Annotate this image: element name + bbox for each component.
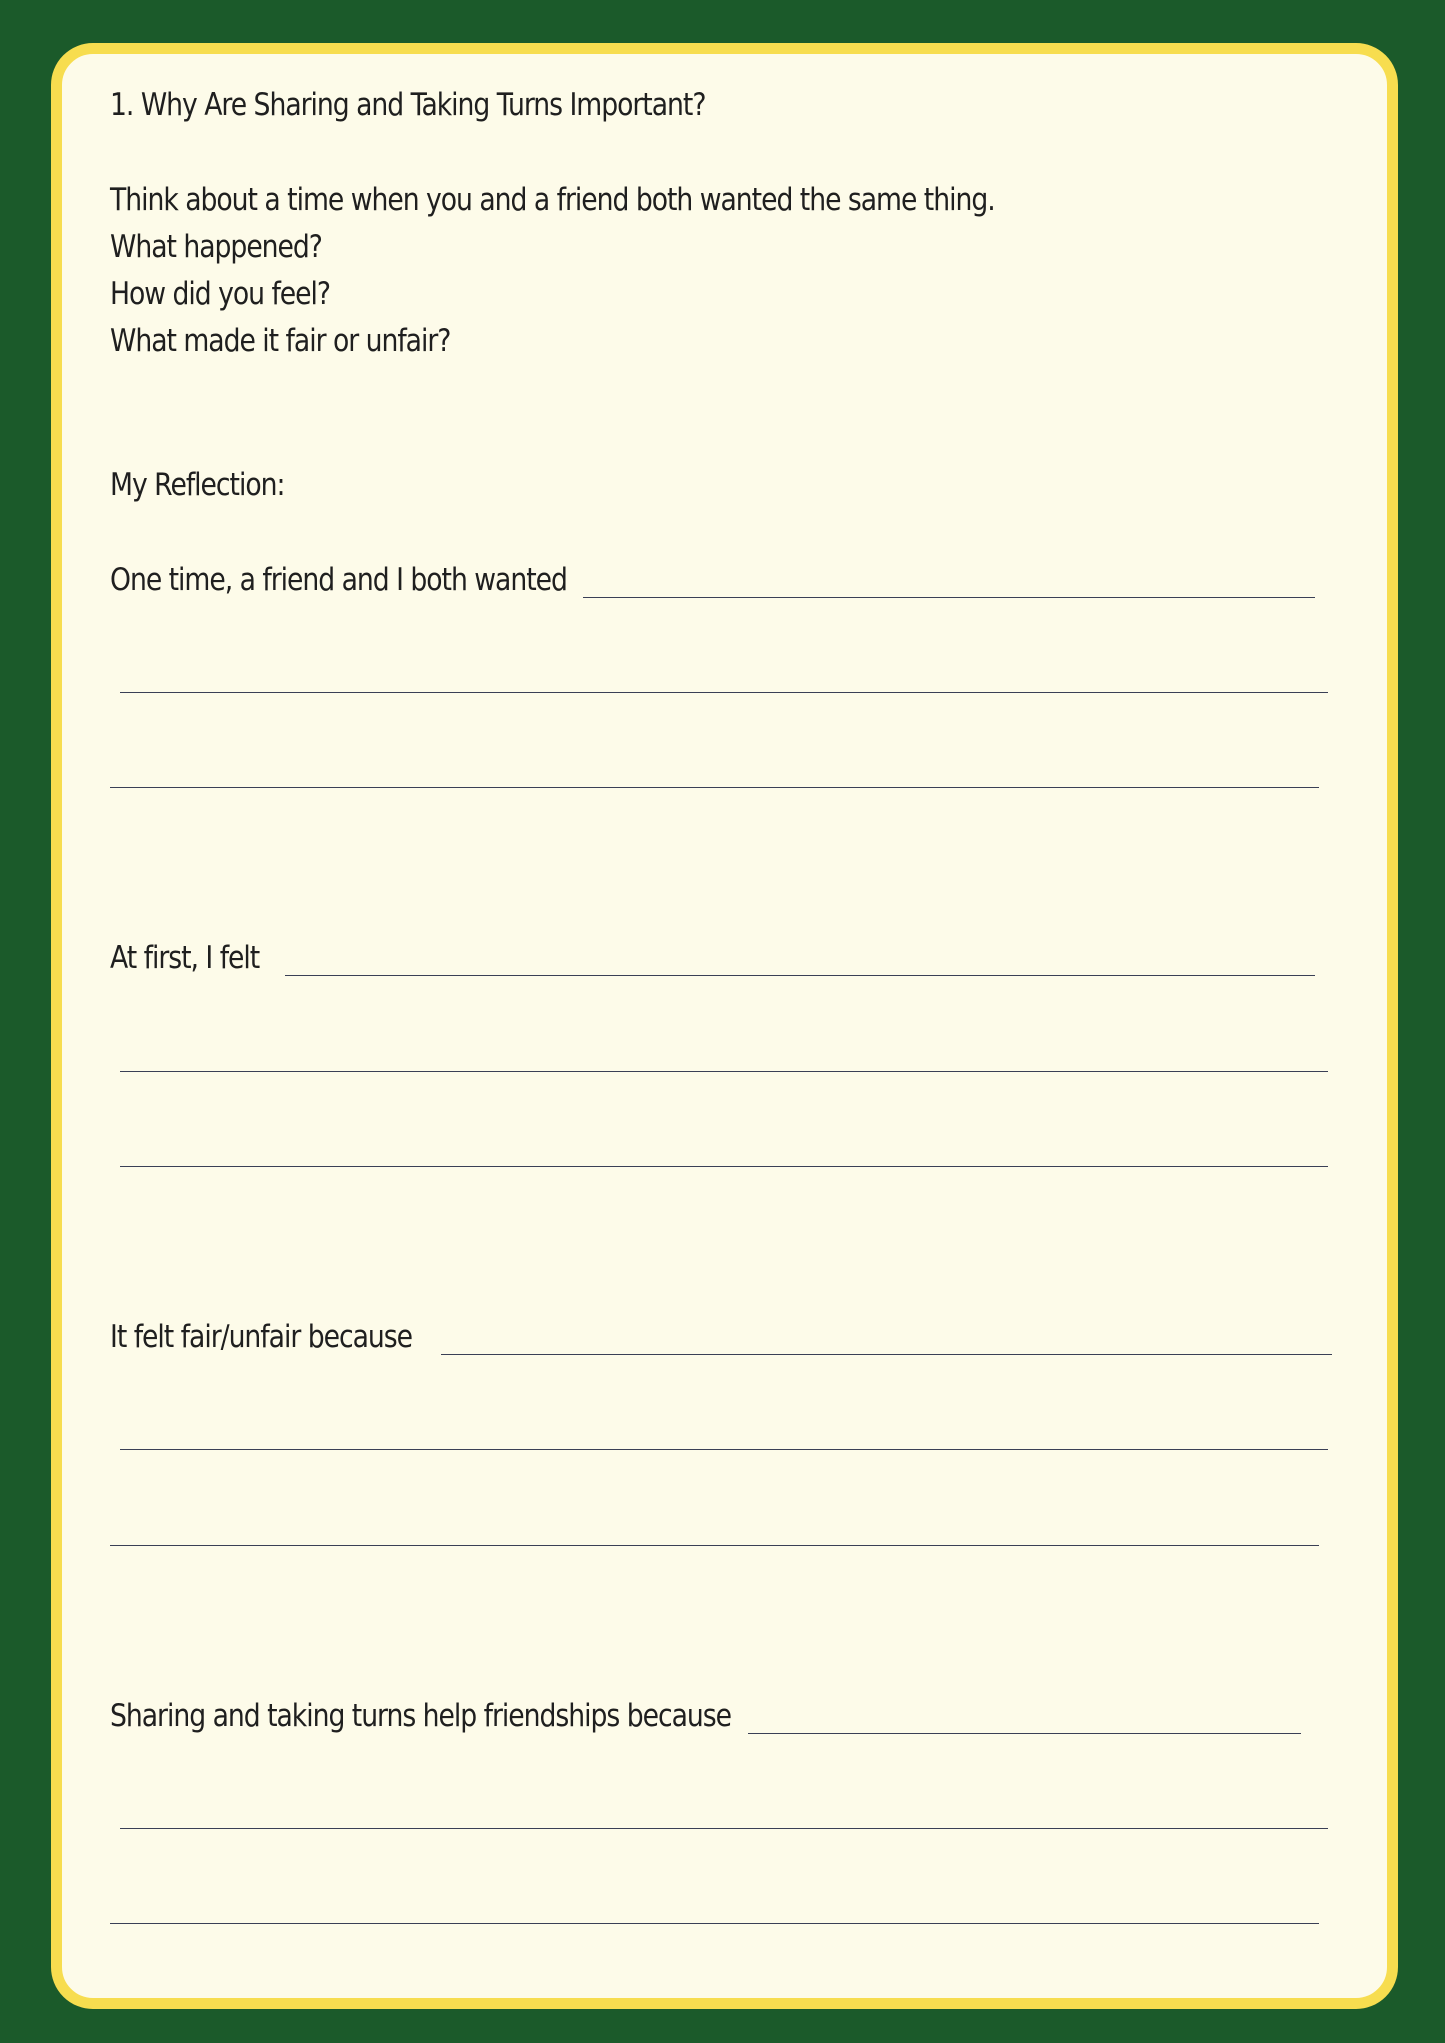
writing-line[interactable]: [120, 1071, 1328, 1072]
writing-line[interactable]: [110, 1923, 1319, 1924]
writing-line[interactable]: [110, 787, 1319, 788]
sentence-starter: One time, a friend and I both wanted: [110, 562, 567, 598]
writing-line[interactable]: [110, 1545, 1319, 1546]
sentence-starter: At first, I felt: [110, 940, 260, 976]
worksheet-title: 1. Why Are Sharing and Taking Turns Important?: [110, 87, 706, 123]
writing-line[interactable]: [120, 692, 1328, 693]
writing-line[interactable]: [120, 1449, 1328, 1450]
writing-line[interactable]: [441, 1354, 1332, 1355]
prompt-line: What made it fair or unfair?: [110, 323, 451, 359]
writing-line[interactable]: [583, 597, 1315, 598]
prompt-line: Think about a time when you and a friend both wanted the same thing.: [110, 182, 995, 218]
writing-line[interactable]: [120, 1828, 1328, 1829]
prompt-line: What happened?: [110, 229, 322, 265]
reflection-heading: My Reflection:: [110, 467, 285, 503]
sentence-starter: It felt fair/unfair because: [110, 1319, 412, 1355]
writing-line[interactable]: [748, 1733, 1301, 1734]
prompt-line: How did you feel?: [110, 276, 331, 312]
writing-line[interactable]: [120, 1166, 1328, 1167]
writing-line[interactable]: [285, 975, 1315, 976]
sentence-starter: Sharing and taking turns help friendships because: [110, 1698, 731, 1734]
